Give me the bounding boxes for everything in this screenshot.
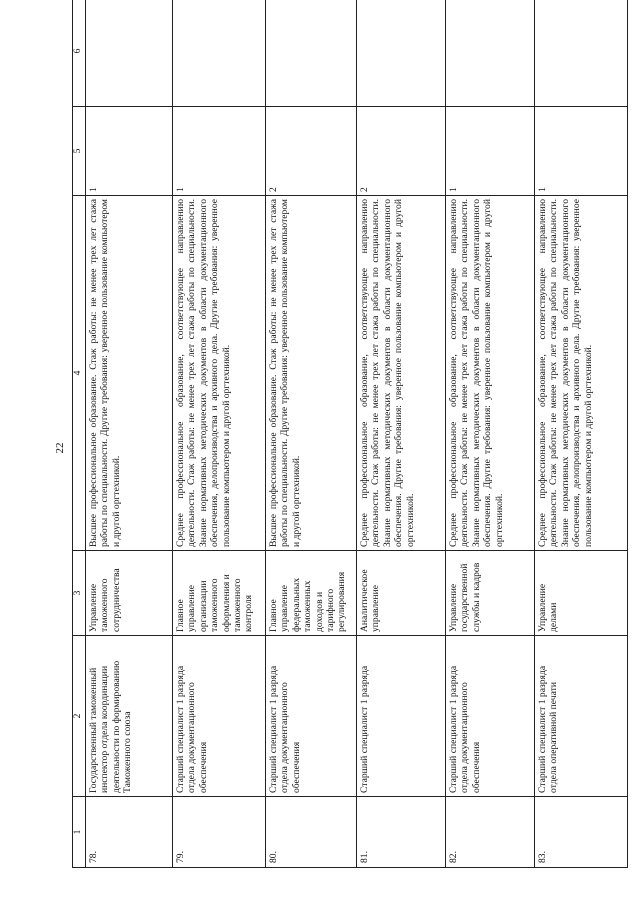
column-header-4: 4 — [73, 196, 86, 551]
column-header-5: 5 — [73, 107, 86, 196]
column-header-2: 2 — [73, 636, 86, 797]
rotated-table-wrapper — [72, 26, 624, 868]
department-cell: Главное управление организации таможенного оформления и таможенного контроля — [173, 551, 266, 636]
row-number: 81. — [357, 797, 446, 868]
requirements-cell: Среднее профессиональное образование, соответствующее направлению деятельности. Стаж работы: не менее трех лет стажа работы по специальности. Знание нормативных методических документов в области документационного обеспечения, делопроизводства и архивного дела. Другие требования: уверенное пользование компьютером и другой оргтехникой. — [173, 196, 266, 551]
row-number: 82. — [446, 797, 535, 868]
column-header-6: 6 — [73, 0, 86, 107]
column-header-1: 1 — [73, 797, 86, 868]
department-cell: Управление таможенного сотрудничества — [86, 551, 173, 636]
department-cell: Аналитическое управление — [357, 551, 446, 636]
position-cell: Государственный таможенный инспектор отдела координации деятельности по формированию Таможенного союза — [86, 636, 173, 797]
note-cell — [173, 0, 266, 107]
count-cell: 1 — [535, 107, 628, 196]
requirements-cell: Среднее профессиональное образование, соответствующее направлению деятельности. Стаж работы: не менее трех лет стажа работы по специальности. Знание нормативных методических документов в области документационного обеспечения. Другие требования: уверенное пользование компьютером и другой оргтехникой. — [357, 196, 446, 551]
table-row — [86, 0, 173, 868]
note-cell — [357, 0, 446, 107]
position-cell: Старший специалист 1 разряда отдела оперативной печати — [535, 636, 628, 797]
department-cell: Главное управление федеральных таможенных доходов и тарифного регулирования — [266, 551, 357, 636]
table-row — [266, 0, 357, 868]
note-cell — [535, 0, 628, 107]
count-cell: 1 — [173, 107, 266, 196]
position-cell: Старший специалист 1 разряда — [357, 636, 446, 797]
column-header-3: 3 — [73, 551, 86, 636]
requirements-cell: Высшее профессиональное образование. Стаж работы: не менее трех лет стажа работы по специальности. Другие требования: уверенное пользование компьютером и другой оргтехникой. — [86, 196, 173, 551]
position-cell: Старший специалист 1 разряда отдела документационного обеспечения — [266, 636, 357, 797]
page-number: 22 — [54, 442, 66, 454]
row-number: 80. — [266, 797, 357, 868]
count-cell: 2 — [357, 107, 446, 196]
requirements-cell: Среднее профессиональное образование, соответствующее направлению деятельности. Стаж работы: не менее трех лет стажа работы по специальности. Знание нормативных методических документов в области документационного обеспечения. Другие требования: уверенное пользование компьютером и другой оргтехникой. — [446, 196, 535, 551]
department-cell: Управление делами — [535, 551, 628, 636]
column-number-row — [73, 0, 86, 868]
requirements-cell: Высшее профессиональное образование. Стаж работы: не менее трех лет стажа работы по специальности. Другие требования: уверенное пользование компьютером и другой оргтехникой. — [266, 196, 357, 551]
note-cell — [446, 0, 535, 107]
table-row — [357, 0, 446, 868]
count-cell: 1 — [446, 107, 535, 196]
row-number: 78. — [86, 797, 173, 868]
position-cell: Старший специалист 1 разряда отдела документационного обеспечения — [173, 636, 266, 797]
table-row — [173, 0, 266, 868]
row-number: 83. — [535, 797, 628, 868]
requirements-cell: Среднее профессиональное образование, соответствующее направлению деятельности. Стаж работы: не менее трех лет стажа работы по специальности. Знание нормативных методических документов в области документационного обеспечения, делопроизводства и архивного дела. Другие требования: уверенное пользование компьютером и другой оргтехникой. — [535, 196, 628, 551]
staff-requirements-table — [72, 0, 628, 868]
count-cell: 1 — [86, 107, 173, 196]
note-cell — [266, 0, 357, 107]
table-row — [446, 0, 535, 868]
row-number: 79. — [173, 797, 266, 868]
table-row — [535, 0, 628, 868]
position-cell: Старший специалист 1 разряда отдела документационного обеспечения — [446, 636, 535, 797]
department-cell: Управление государственной службы и кадров — [446, 551, 535, 636]
note-cell — [86, 0, 173, 107]
count-cell: 2 — [266, 107, 357, 196]
